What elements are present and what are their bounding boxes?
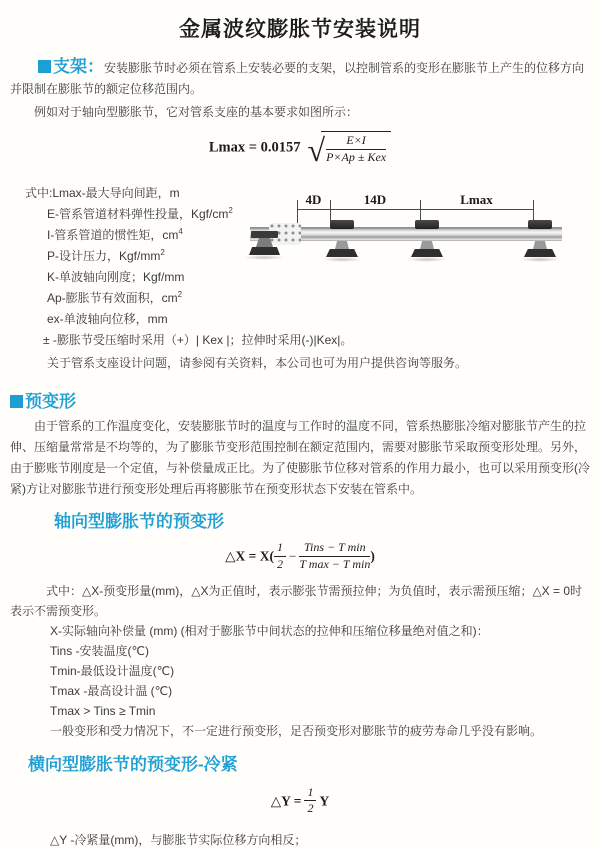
definition-line: E-管系管道材料弹性投量，Kgf/$cm^2$ [47, 206, 233, 221]
predeform-paragraph: 由于管系的工作温度变化，安装膨胀节时的温度与工作时的温度不同，管系热膨胀冷缩对膨胀节产生的拉伸、压缩量常常是不均等的，为了膨胀节变形范围控制在额定范围内，需要对膨胀节采取预变形处理。另外，由于膨账节刚度是一个定值，与补偿量成正比。为了使膨胀节位移对管系的作用力最小，也可以采用预变形(冷紧)方让对膨胀节进行预变形处理后再将膨胀节在预变形状态下安装在管系中。 [10, 419, 591, 496]
radicand [321, 131, 391, 165]
axial-predeform-formula [0, 541, 600, 572]
lmax-fraction-denominator: P×Ap ± Kex [326, 149, 387, 164]
definition-line: Ap-膨胀节有效面积，$cm^2$ [47, 290, 183, 305]
temperature-item: Tmax -最高设计温 (℃) [50, 683, 173, 698]
definition-line: ± -膨胀节受压缩时采用（+）| Kex |；拉伸时采用(-)|Kex|。 [43, 333, 353, 347]
pipe-support-diagram [243, 193, 583, 288]
blue-square-marker [38, 60, 51, 73]
lateral-note: △Y -冷紧量(mm)，与膨胀节实际位移方向相反； [50, 833, 307, 848]
dimension-label-lmax: Lmax [460, 192, 493, 207]
definition-line: I-管系管道的惯性矩，$cm^4$ [47, 227, 183, 242]
definition-line: P-设计压力，Kgf/$mm^2$ [47, 248, 165, 263]
pipe-support-pedestal [409, 193, 445, 265]
anchor-support-base [249, 247, 280, 255]
axial-formula-rhs: ) [370, 548, 375, 564]
support-closing-text: 关于管系支座设计问题，请参阅有关资料，本公司也可为用户提供咨询等服务。 [47, 356, 468, 370]
predeform-section-heading-row [10, 387, 600, 412]
temperature-item: Tins -安装温度(℃) [50, 643, 150, 658]
lmax-formula [0, 131, 600, 173]
support-section-heading: 支架： [53, 57, 104, 76]
support-neck [335, 241, 349, 249]
support-intro-text: 安装膨胀节时必须在管系上安装必要的支架，以控制管系的变形在膨胀节上产生的位移方向并限制在膨胀节的额定位移范围内。 [10, 61, 585, 96]
lateral-formula-lhs: △Y = [270, 792, 302, 808]
temperature-item: Tmin-最低设计温度(℃) [50, 663, 175, 678]
anchor-shadow [243, 255, 285, 260]
support-neck [420, 241, 434, 249]
pipe-support-pedestal [522, 193, 558, 265]
page-title: 金属波纹膨胀节安装说明 [179, 18, 421, 41]
support-intro-paragraph [10, 56, 592, 100]
axial-note-2: X-实际轴向补偿量 (mm) (相对于膨胀节中间状态的拉伸和压缩位移量绝对值之和)： [50, 623, 489, 638]
definition-line: ex-单波轴向位移，mm [47, 312, 168, 326]
axial-fraction-half: $\frac{1}{2}$ [274, 541, 286, 572]
dimension-label-14d: 14D [363, 192, 387, 207]
definition-line: K-单波轴向刚度；Kgf/mm [47, 270, 185, 284]
temperature-inequality: Tmax > Tins ≥ Tmin [50, 703, 156, 718]
lateral-coldpull-formula [0, 786, 600, 817]
lmax-formula-lhs: Lmax = 0.0157 [208, 139, 301, 156]
lmax-fraction [326, 134, 386, 165]
radical-sign: √ [307, 131, 326, 168]
support-example-text: 例如对于轴向型膨胀节，它对管系支座的基本要求如图所示： [34, 105, 359, 119]
lateral-subsection-heading: 横向型膨胀节的预变形-冷紧 [28, 754, 238, 774]
axial-formula-lhs: △X = X( [225, 548, 274, 564]
support-shadow [322, 257, 362, 262]
support-saddle [528, 220, 552, 229]
support-saddle [330, 220, 354, 229]
support-shadow [520, 257, 560, 262]
support-base [524, 249, 556, 257]
dimension-label-4d: 4D [305, 192, 322, 207]
axial-note-1: 式中：△X-预变形量(mm)，△X为正值时，表示膨张节需预拉伸；为负值时，表示需预压缩；△X = 0时表示不需预变形。 [10, 583, 583, 618]
support-saddle [415, 220, 439, 229]
lateral-fraction-half: $\frac{1}{2}$ [304, 786, 316, 817]
support-shadow [407, 257, 447, 262]
axial-fraction-temperature: $\frac{\text{Tins − T min}}{\text{T max − T min}}$ [299, 540, 371, 571]
minus-sign: − [288, 548, 297, 564]
support-base [326, 249, 358, 257]
support-neck [533, 241, 547, 249]
pipe-support-pedestal [324, 193, 360, 265]
support-base [411, 249, 443, 257]
predeform-section-heading: 预变形 [25, 392, 76, 411]
axial-note-3: 一般变形和受力情况下，不一定进行预变形，足否预变形对膨胀节的疲劳寿命几乎没有影响。 [50, 723, 543, 738]
blue-square-marker [10, 395, 23, 408]
anchor-support [251, 231, 278, 238]
axial-subsection-heading: 轴向型膨胀节的预变形 [54, 512, 224, 531]
lmax-fraction-numerator: E×I [326, 134, 386, 150]
lateral-formula-rhs: Y [319, 792, 330, 808]
definition-line: 式中:Lmax-最大导向间距，m [25, 186, 180, 200]
